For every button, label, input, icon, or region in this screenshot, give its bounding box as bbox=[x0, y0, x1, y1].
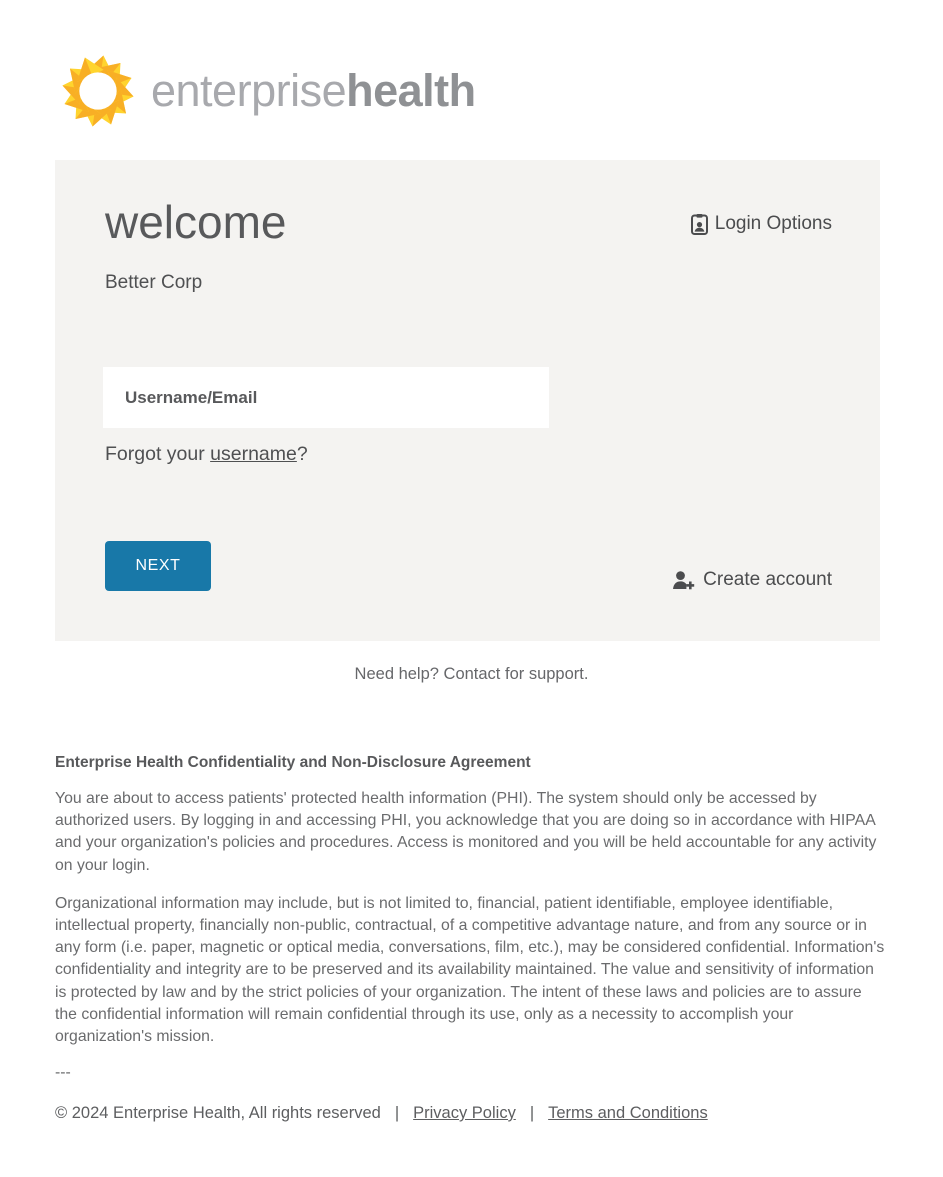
confidentiality-agreement bbox=[55, 754, 885, 1082]
page-title: welcome bbox=[105, 196, 287, 248]
user-plus-icon bbox=[672, 571, 695, 590]
forgot-prefix: Forgot your bbox=[105, 443, 211, 465]
sunburst-logo-icon bbox=[57, 46, 139, 136]
copyright-text: © 2024 Enterprise Health, All rights reserved bbox=[55, 1104, 381, 1122]
footer-separator: | bbox=[529, 1104, 535, 1122]
footer-separator: | bbox=[394, 1104, 400, 1122]
username-input[interactable] bbox=[103, 367, 549, 428]
forgot-suffix: ? bbox=[296, 443, 308, 465]
login-options-label: Login Options bbox=[714, 213, 832, 234]
support-help-text: Need help? Contact for support. bbox=[354, 665, 589, 683]
terms-and-conditions-link[interactable]: Terms and Conditions bbox=[548, 1104, 708, 1122]
agreement-heading: Enterprise Health Confidentiality and Non-Disclosure Agreement bbox=[55, 754, 531, 771]
id-badge-icon bbox=[691, 214, 708, 235]
page-footer bbox=[55, 1104, 708, 1123]
forgot-username-line bbox=[105, 443, 308, 466]
create-account-link[interactable] bbox=[672, 569, 832, 591]
brand-logo bbox=[57, 46, 476, 136]
organization-name: Better Corp bbox=[105, 272, 203, 293]
agreement-paragraph-2: Organizational information may include, but is not limited to, financial, patient identifiable, employee identifiable, intellectual property, financially non-public, contractual, of a competitive advantage nature, and from any source or in any form (i.e. paper, magnetic or optical media, conversations, film, etc.), may be considered confidential. Information's confidentiality and integrity are to be preserved and its availability maintained. The value and sensitivity of information is protected by law and by the strict policies of your organization. The intent of these laws and policies are to assure the confidential information will remain confidential through its use, only as a necessity to accomplish your organization's mission. bbox=[55, 894, 885, 1046]
agreement-paragraph-1: You are about to access patients' protected health information (PHI). The system should only be accessed by authorized users. By logging in and accessing PHI, you acknowledge that you are doing so in accordance with HIPAA and your organization's policies and procedures. Access is monitored and you will be held accountable for any activity on your login. bbox=[55, 790, 877, 874]
brand-name-bold: health bbox=[346, 65, 476, 116]
agreement-divider: --- bbox=[55, 1064, 71, 1082]
brand-wordmark bbox=[151, 65, 476, 117]
brand-name-light: enterprise bbox=[151, 65, 347, 116]
forgot-username-link[interactable]: username bbox=[210, 443, 297, 465]
next-button[interactable]: NEXT bbox=[105, 541, 211, 591]
login-options-link[interactable] bbox=[691, 213, 832, 235]
create-account-label: Create account bbox=[703, 569, 832, 590]
privacy-policy-link[interactable]: Privacy Policy bbox=[413, 1104, 516, 1122]
login-card bbox=[55, 160, 880, 641]
